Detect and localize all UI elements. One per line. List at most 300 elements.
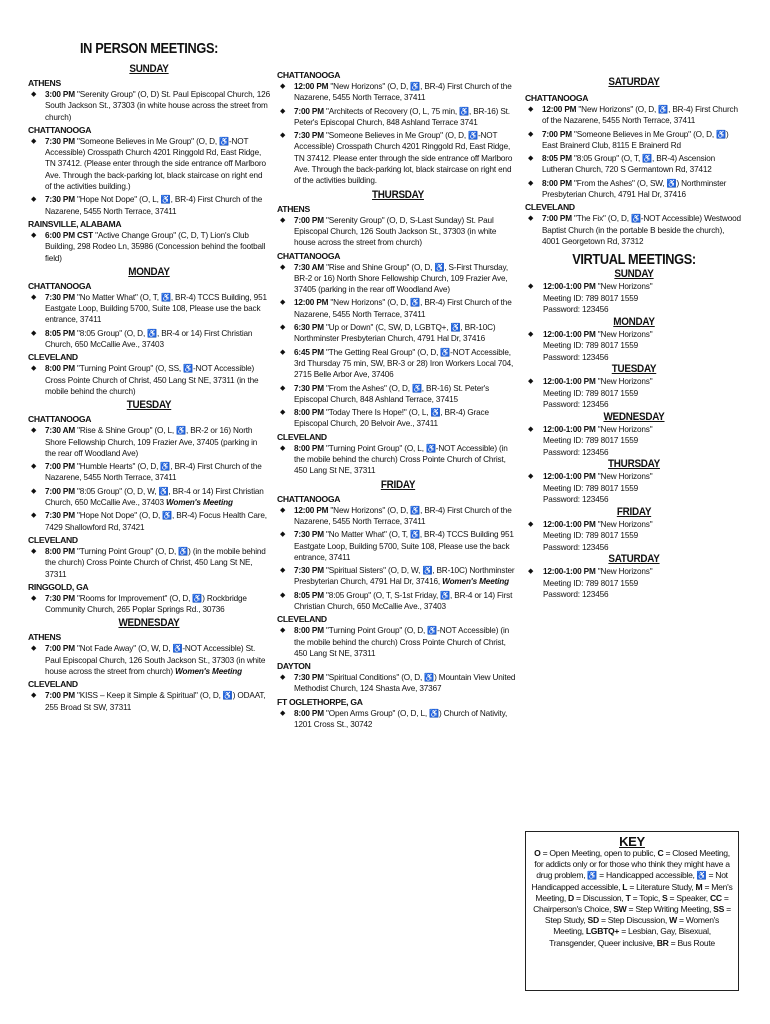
meeting-list bbox=[277, 708, 519, 731]
meeting-text: , BR-4 or 14) First Christian Church, 650 McCallie Ave., 37403 bbox=[45, 328, 253, 350]
meeting-text: "Hope Not Dope" (O, D, bbox=[74, 511, 163, 521]
meeting-time: 7:00 PM bbox=[45, 486, 75, 496]
meeting-text: -NOT Accessible) Crosspath Church 4201 Ringgold Rd, East Ridge, TN 37412. Please enter through the side entrance off Marlboro Ave. Through the back-parking lot, black staircase on right end of the activities building. bbox=[294, 131, 513, 186]
meeting-item bbox=[277, 708, 519, 731]
meeting-text: "New Horizons" (O, D, bbox=[328, 298, 411, 308]
meeting-text: = Lesbian, Gay, Bisexual, Transgender, Queer inclusive, bbox=[549, 926, 711, 948]
meeting-time: 8:05 PM bbox=[45, 328, 75, 338]
meeting-text: , BR-4) TCCS Building, 951 Eastgate Loop, Building 5700, Suite 108, Please use the back entrance, 37411 bbox=[45, 292, 267, 325]
day-heading-virtual: WEDNESDAY bbox=[603, 410, 665, 423]
meeting-item bbox=[277, 130, 519, 186]
meeting-time: 12:00-1:00 PM bbox=[543, 519, 596, 529]
meeting-text: Password: 123456 bbox=[543, 542, 609, 552]
city-heading: DAYTON bbox=[277, 661, 311, 672]
day-heading-monday: MONDAY bbox=[128, 265, 170, 278]
column-middle bbox=[277, 0, 519, 732]
meeting-text: "New Horizons" (O, D, bbox=[328, 505, 411, 515]
meeting-time: 12:00-1:00 PM bbox=[543, 424, 596, 434]
meeting-text: Meeting ID: 789 8017 1559 bbox=[543, 578, 639, 588]
meeting-time: 12:00-1:00 PM bbox=[543, 377, 596, 387]
meeting-item bbox=[277, 672, 519, 695]
meeting-text: , BR-2 or 16) North Shore Fellowship Church, 109 Frazier Ave, 37405 (parking in the rear off Woodland Ave) bbox=[45, 426, 258, 458]
meeting-text: , BR-10C) Northminster Presbyterian Church, 4791 Hal Dr, 37416 bbox=[294, 323, 496, 344]
virtual-meeting-item bbox=[525, 281, 743, 316]
meeting-text: "Open Arms Group" (O, D, L, bbox=[323, 708, 430, 718]
meeting-text: "Rise & Shine Group" (O, L, bbox=[75, 426, 177, 436]
meeting-list bbox=[28, 363, 270, 397]
meeting-list bbox=[28, 546, 270, 580]
meeting-item bbox=[277, 322, 519, 345]
meeting-text: = Not Handicapped accessible, bbox=[531, 870, 728, 892]
meeting-text: , BR-4) First Church of the Nazarene, 5455 North Terrace, 37411 bbox=[294, 82, 512, 103]
meeting-list bbox=[28, 136, 270, 217]
meeting-text: "Someone Believes in Me Group" (O, D, bbox=[571, 129, 717, 139]
wheelchair-icon: ♿ bbox=[440, 347, 451, 357]
meeting-text: Password: 123456 bbox=[543, 352, 609, 362]
meeting-time: 7:00 PM bbox=[45, 644, 75, 654]
wheelchair-icon: ♿ bbox=[450, 323, 461, 333]
wheelchair-icon: ♿ bbox=[410, 505, 421, 515]
day-heading-sunday: SUNDAY bbox=[129, 63, 169, 75]
meeting-time: 8:00 PM bbox=[294, 626, 324, 636]
day-heading-virtual: SUNDAY bbox=[614, 268, 654, 281]
meeting-list bbox=[277, 262, 519, 430]
meeting-text: "Rise and Shine Group" (O, D, bbox=[324, 262, 435, 272]
meeting-list bbox=[277, 443, 519, 477]
meeting-time: 8:05 PM bbox=[294, 590, 324, 600]
meeting-time: 7:00 PM bbox=[294, 106, 324, 116]
meeting-text: "From the Ashes" (O, SW, bbox=[571, 178, 667, 188]
meeting-item bbox=[277, 81, 519, 104]
meeting-text: , BR-4) First Church of the Nazarene, 5455 North Terrace, 37411 bbox=[294, 298, 512, 319]
meeting-text: ) Northminster Presbyterian Church, 4791 Hal Dr, 37416 bbox=[542, 178, 727, 200]
virtual-meeting-item bbox=[525, 566, 743, 601]
meeting-text: CC bbox=[709, 892, 722, 903]
meeting-text: ) ODAAT, 255 Broad St SW, 37311 bbox=[45, 691, 266, 712]
wheelchair-icon: ♿ bbox=[161, 292, 171, 302]
city-heading: CHATTANOOGA bbox=[277, 70, 341, 80]
meeting-text: "8:05 Group" (O, T, S-1st Friday, bbox=[323, 590, 441, 600]
meeting-text: = Handicapped accessible, bbox=[597, 870, 697, 881]
meeting-item bbox=[28, 292, 270, 326]
meeting-text: S bbox=[662, 892, 668, 903]
city-heading: CLEVELAND bbox=[277, 614, 327, 625]
virtual-tuesday bbox=[525, 363, 743, 411]
wheelchair-icon: ♿ bbox=[440, 590, 451, 600]
meeting-text: "Turning Point Group" (O, SS, bbox=[74, 364, 184, 374]
meeting-time: 8:00 PM bbox=[45, 364, 75, 374]
meeting-time: 7:30 PM bbox=[45, 292, 75, 302]
meeting-text: "Serenity Group" (O, D, S-Last Sunday) St. Paul Episcopal Church, 126 South Jackson St., 37303 (in white house across the street from church) bbox=[294, 215, 497, 248]
meeting-item bbox=[525, 213, 743, 247]
meeting-text: , BR-10C) Northminster Presbyterian Church, 4791 Hal Dr, 37416, bbox=[294, 566, 515, 587]
meeting-text: = Step Study, bbox=[544, 904, 731, 926]
meeting-text: D bbox=[568, 892, 574, 903]
meeting-text: -NOT Accessible) (in the mobile behind the church) Cross Pointe Church of Christ, 450 Lang St NE, 37311 bbox=[294, 443, 508, 476]
meeting-text: "Serenity Group" (O, D) St. Paul Episcopal Church, 126 South Jackson St., 37303 (in white house across the street from church) bbox=[45, 90, 270, 122]
meeting-text: = Literature Study, bbox=[627, 881, 696, 892]
meeting-item bbox=[525, 129, 743, 152]
meeting-text: M bbox=[695, 881, 703, 892]
meeting-time: 7:00 PM bbox=[45, 462, 75, 472]
meeting-text: "The Fix" (O, D, bbox=[571, 214, 631, 224]
virtual-monday bbox=[525, 316, 743, 364]
meeting-time: 7:00 PM bbox=[294, 215, 324, 225]
meeting-list bbox=[525, 213, 743, 247]
meeting-text: Password: 123456 bbox=[543, 495, 609, 505]
meeting-item bbox=[28, 425, 270, 459]
wheelchair-icon: ♿ bbox=[411, 383, 422, 393]
meeting-time: 7:30 AM bbox=[45, 426, 76, 436]
wheelchair-icon: ♿ bbox=[183, 364, 193, 374]
meeting-text: "Someone Believes in Me Group" (O, D, bbox=[323, 131, 469, 141]
day-heading-tuesday: TUESDAY bbox=[126, 399, 172, 412]
meeting-time: 12:00-1:00 PM bbox=[543, 282, 596, 292]
wheelchair-icon: ♿ bbox=[429, 708, 439, 718]
wheelchair-icon: ♿ bbox=[468, 131, 478, 141]
meeting-item bbox=[28, 510, 270, 533]
wheelchair-icon: ♿ bbox=[147, 328, 158, 338]
wheelchair-icon: ♿ bbox=[410, 298, 421, 308]
meeting-text: = Speaker, bbox=[667, 892, 710, 903]
meeting-text: Meeting ID: 789 8017 1559 bbox=[543, 341, 639, 351]
meeting-text: "New Horizons" (O, D, bbox=[576, 105, 659, 114]
meeting-list bbox=[28, 425, 270, 533]
meeting-text: = Step Discussion, bbox=[598, 915, 667, 926]
meeting-item bbox=[28, 230, 270, 264]
meeting-item bbox=[28, 328, 270, 351]
meeting-text: "Rooms for Improvement" (O, D, bbox=[74, 593, 193, 603]
wheelchair-icon: ♿ bbox=[410, 530, 420, 540]
meeting-text: Password: 123456 bbox=[543, 400, 609, 410]
meeting-text: T bbox=[625, 892, 631, 903]
wheelchair-icon: ♿ bbox=[410, 82, 421, 91]
meeting-text: = Men's Meeting, bbox=[535, 881, 733, 903]
key-title: KEY bbox=[619, 834, 645, 849]
meeting-text: "Turning Point Group" (O, L, bbox=[323, 443, 426, 453]
day-heading-virtual: TUESDAY bbox=[611, 363, 657, 376]
meeting-time: 12:00-1:00 PM bbox=[543, 329, 596, 339]
meeting-text: , BR-4) First Church of the Nazarene, 5455 North Terrace, 37411 bbox=[45, 195, 263, 216]
city-heading: CHATTANOOGA bbox=[28, 280, 92, 291]
meeting-text: "Humble Hearts" (O, D, bbox=[74, 462, 161, 472]
meeting-text: "New Horizons" bbox=[595, 567, 653, 577]
virtual-friday bbox=[525, 506, 743, 554]
meeting-time: 12:00-1:00 PM bbox=[543, 567, 596, 577]
wheelchair-icon: ♿ bbox=[422, 566, 433, 576]
legend-key-box bbox=[525, 831, 739, 991]
city-heading: CLEVELAND bbox=[277, 431, 327, 442]
meeting-text: , BR-4) Ascension Lutheran Church, 720 S Germantown Rd, 37412 bbox=[542, 154, 716, 175]
meeting-item bbox=[277, 625, 519, 659]
meeting-time: 7:30 PM bbox=[45, 593, 75, 603]
page-title: IN PERSON MEETINGS: bbox=[79, 40, 219, 57]
meeting-list bbox=[28, 690, 270, 713]
day-heading-virtual: FRIDAY bbox=[616, 505, 652, 518]
meeting-time: 7:30 PM bbox=[45, 195, 75, 205]
meeting-text: Meeting ID: 789 8017 1559 bbox=[543, 293, 639, 303]
meeting-item bbox=[525, 178, 743, 201]
day-heading-virtual: MONDAY bbox=[613, 315, 655, 328]
city-heading: CLEVELAND bbox=[525, 202, 575, 213]
wheelchair-icon: ♿ bbox=[459, 106, 469, 116]
virtual-title: VIRTUAL MEETINGS: bbox=[572, 251, 696, 269]
meeting-text: "8:05 Group" (O, D, bbox=[74, 328, 148, 338]
day-heading-thursday: THURSDAY bbox=[372, 188, 424, 201]
meeting-item bbox=[277, 106, 519, 129]
meeting-item bbox=[28, 690, 270, 713]
meeting-item bbox=[277, 590, 519, 613]
meeting-text: -NOT Accessible) Westwood Baptist Church (in the portable B beside the church), 4001 Georgetown Rd, 37312 bbox=[542, 214, 741, 246]
meeting-text: "Turning Point Group" (O, D, bbox=[323, 626, 428, 636]
meeting-text: ) Church of Nativity, 1201 Cross St., 30742 bbox=[294, 708, 508, 730]
meeting-text: "From the Ashes" (O, D, bbox=[323, 383, 412, 393]
city-heading: CLEVELAND bbox=[28, 679, 78, 690]
virtual-meeting-item bbox=[525, 519, 743, 554]
meeting-text: "New Horizons" bbox=[595, 329, 653, 339]
meeting-list bbox=[28, 230, 270, 264]
meeting-time: 8:00 PM bbox=[294, 708, 324, 718]
meeting-text: Meeting ID: 789 8017 1559 bbox=[543, 436, 639, 446]
meeting-item bbox=[28, 89, 270, 123]
meeting-text: LGBTQ+ bbox=[585, 926, 620, 937]
wheelchair-icon: ♿ bbox=[666, 178, 677, 188]
meeting-text: ) Rockbridge Community Church, 265 Poplar Springs Rd., 30736 bbox=[45, 593, 247, 615]
meeting-text: "8:05 Group" (O, T, bbox=[571, 154, 643, 164]
virtual-thursday bbox=[525, 458, 743, 506]
city-heading: RAINSVILLE, ALABAMA bbox=[28, 218, 122, 229]
meeting-text: , BR-4) TCCS Building 951 Eastgate Loop, Building 5700, Suite 108, Please use the back entrance, 37411 bbox=[294, 530, 514, 562]
meeting-list bbox=[277, 672, 519, 695]
meeting-text: , BR-4) First Church of the Nazarene, 5455 North Terrace, 37411 bbox=[45, 462, 262, 483]
column-right bbox=[525, 0, 743, 601]
meeting-text: "8:05 Group" (O, D, W, bbox=[74, 486, 159, 496]
meeting-text: , BR-16) St. Peter's Episcopal Church, 848 Ashland Terrace 3741 bbox=[294, 106, 510, 127]
wheelchair-icon: ♿ bbox=[158, 486, 169, 496]
meeting-text: "Not Fade Away" (O, W, D, bbox=[74, 644, 173, 654]
wheelchair-icon: ♿ bbox=[642, 154, 653, 164]
meeting-time: 8:05 PM bbox=[542, 154, 572, 164]
meeting-time: 12:00 PM bbox=[542, 105, 577, 114]
meeting-text: -NOT Accessible) St. Paul Episcopal Church, 126 South Jackson St., 37303 (in white house across the street from church) bbox=[45, 644, 266, 676]
wheelchair-icon: ♿ bbox=[658, 105, 669, 114]
meeting-text: "New Horizons" bbox=[595, 519, 653, 529]
city-heading: ATHENS bbox=[28, 78, 61, 88]
meeting-text: ) (in the mobile behind the church) Cross Pointe Church of Christ, 450 Lang St NE, 37311 bbox=[45, 546, 266, 579]
meeting-text: = Discussion, bbox=[573, 892, 624, 903]
meeting-list bbox=[28, 292, 270, 350]
wheelchair-icon: ♿ bbox=[587, 871, 598, 881]
wheelchair-icon: ♿ bbox=[219, 136, 229, 146]
meeting-time: 12:00-1:00 PM bbox=[543, 472, 596, 482]
meeting-text: , BR-4 or 14) First Christian Church, 650 McCallie Ave., 37403 bbox=[294, 590, 513, 611]
wheelchair-icon: ♿ bbox=[430, 408, 441, 418]
day-heading-wednesday: WEDNESDAY bbox=[118, 617, 180, 630]
meeting-text: "Spiritual Sisters" (O, D, W, bbox=[323, 566, 423, 576]
virtual-sunday bbox=[525, 268, 743, 316]
meeting-text: "Someone Believes in Me Group" (O, D, bbox=[74, 136, 220, 146]
meeting-text: , BR-4) First Church of the Nazarene, 5455 North Terrace, 37411 bbox=[542, 105, 738, 126]
meeting-text: , BR-4) First Church of the Nazarene, 5455 North Terrace, 37411 bbox=[294, 505, 512, 526]
city-heading: CHATTANOOGA bbox=[277, 493, 341, 504]
wheelchair-icon: ♿ bbox=[172, 644, 183, 654]
day-heading-saturday: SATURDAY bbox=[608, 76, 660, 88]
meeting-time: 7:00 PM bbox=[542, 129, 572, 139]
meeting-text: Meeting ID: 789 8017 1559 bbox=[543, 483, 639, 493]
meeting-text: = Chairperson's Choice, bbox=[533, 892, 729, 915]
meeting-text: = Topic, bbox=[630, 892, 663, 903]
meeting-text: , S-First Thursday, BR-2 or 16) North Shore Fellowship Church, 109 Frazier Ave, 37405 (parking in the rear off Woodland Ave) bbox=[294, 262, 508, 295]
meeting-text: Password: 123456 bbox=[543, 447, 609, 457]
city-heading: CHATTANOOGA bbox=[28, 414, 92, 425]
meeting-time: 8:00 PM bbox=[294, 408, 324, 418]
meeting-text: -NOT Accessible) Crosspath Church 4201 Ringgold Rd, East Ridge, TN 37412. (Please enter through the side entrance off Marlboro Ave. Through the back-parking lot, black staircase on right end of the activities building.) bbox=[45, 136, 266, 192]
meeting-item bbox=[28, 461, 270, 484]
meeting-time: 7:30 PM bbox=[45, 511, 75, 521]
day-heading-virtual: SATURDAY bbox=[608, 553, 660, 566]
wheelchair-icon: ♿ bbox=[424, 673, 435, 683]
meeting-text: O bbox=[534, 848, 541, 858]
meeting-time: 12:00 PM bbox=[294, 82, 329, 91]
key-text bbox=[530, 848, 734, 949]
meeting-time: 6:00 PM CST bbox=[45, 230, 93, 240]
meeting-time: 7:30 PM bbox=[294, 673, 324, 683]
day-heading-friday: FRIDAY bbox=[380, 478, 416, 491]
wheelchair-icon: ♿ bbox=[176, 426, 186, 436]
meeting-text: "New Horizons" bbox=[595, 472, 653, 482]
meeting-time: 6:30 PM bbox=[294, 323, 324, 333]
meeting-time: 8:00 PM bbox=[45, 546, 75, 556]
city-heading: ATHENS bbox=[28, 632, 61, 643]
meeting-text: "KISS – Keep it Simple & Spiritual" (O, D, bbox=[74, 691, 223, 701]
meeting-time: 7:30 PM bbox=[294, 566, 324, 576]
day-heading-virtual: THURSDAY bbox=[608, 458, 660, 471]
meeting-text: = Step Writing Meeting, bbox=[626, 904, 714, 915]
meeting-time: 6:45 PM bbox=[294, 347, 324, 357]
meeting-item bbox=[277, 262, 519, 296]
wheelchair-icon: ♿ bbox=[192, 593, 203, 603]
meeting-text: "No Matter What" (O, T, bbox=[74, 292, 161, 302]
meeting-text: -NOT Accessible, 3rd Thursday 75 min, SW, BR-3 or 28) Iron Workers Local 704, 2715 Belle Arbor Ave, 37406 bbox=[294, 347, 514, 380]
meeting-text: "New Horizons" bbox=[595, 424, 653, 434]
wheelchair-icon: ♿ bbox=[178, 546, 189, 556]
meeting-text: "Architects of Recovery (O, L, 75 min, bbox=[323, 106, 460, 116]
virtual-wednesday bbox=[525, 411, 743, 459]
virtual-meeting-item bbox=[525, 329, 743, 364]
meeting-text: "Active Change Group" (C, D, T) Lion's Club Building, 298 Rodeo Ln, 35986 (Concession behind the football field) bbox=[45, 230, 266, 263]
city-heading: RINGGOLD, GA bbox=[28, 581, 89, 592]
meeting-text: C bbox=[657, 848, 664, 858]
meeting-list bbox=[277, 215, 519, 249]
meeting-list bbox=[28, 593, 270, 616]
meeting-list bbox=[277, 625, 519, 659]
meeting-item bbox=[277, 529, 519, 563]
wheelchair-icon: ♿ bbox=[696, 871, 707, 881]
meeting-item bbox=[277, 407, 519, 430]
meeting-time: 7:30 PM bbox=[45, 136, 75, 146]
city-heading: CLEVELAND bbox=[28, 352, 78, 363]
meeting-item bbox=[28, 593, 270, 616]
meeting-time: 8:00 PM bbox=[294, 443, 324, 453]
city-heading: CHATTANOOGA bbox=[277, 250, 341, 261]
meeting-text: , BR-4) Focus Health Care, 7429 Shallowford Rd, 37421 bbox=[45, 511, 267, 532]
meeting-text: = Women's Meeting, bbox=[553, 915, 720, 937]
meeting-time: 7:00 PM bbox=[542, 214, 572, 224]
meeting-text: = Bus Route bbox=[668, 937, 715, 948]
meeting-text: "Up or Down" (C, SW, D, LGBTQ+, bbox=[323, 323, 451, 333]
meeting-text: "Hope Not Dope" (O, L, bbox=[74, 195, 161, 205]
meeting-item bbox=[277, 505, 519, 528]
wheelchair-icon: ♿ bbox=[222, 691, 233, 701]
meeting-item bbox=[277, 565, 519, 588]
meeting-time: 7:00 PM bbox=[45, 691, 75, 701]
meeting-text: = Open Meeting, open to public, bbox=[540, 848, 658, 858]
meeting-item bbox=[28, 546, 270, 580]
meeting-item bbox=[28, 486, 270, 509]
meeting-text: "The Getting Real Group" (O, D, bbox=[323, 347, 441, 357]
meeting-text: "New Horizons" bbox=[595, 282, 653, 292]
meeting-list bbox=[525, 104, 743, 200]
meeting-item bbox=[277, 215, 519, 249]
meeting-text: BR bbox=[656, 937, 669, 948]
meeting-text: "New Horizons" (O, D, bbox=[328, 82, 411, 91]
meeting-text: "Turning Point Group" (O, D, bbox=[74, 546, 179, 556]
meeting-list bbox=[28, 89, 270, 123]
meeting-item bbox=[277, 297, 519, 320]
city-heading: FT OGLETHORPE, GA bbox=[277, 696, 363, 707]
meeting-text: ) East Brainerd Club, 8115 E Brainerd Rd bbox=[542, 129, 729, 150]
city-heading: CHATTANOOGA bbox=[525, 93, 589, 103]
meeting-item bbox=[277, 443, 519, 477]
meeting-text: Meeting ID: 789 8017 1559 bbox=[543, 388, 639, 398]
meeting-item bbox=[525, 153, 743, 176]
meeting-text: "No Matter What" (O, T, bbox=[323, 530, 410, 540]
wheelchair-icon: ♿ bbox=[425, 443, 436, 453]
meeting-text: SW bbox=[613, 904, 627, 915]
womens-meeting-label: Women's Meeting bbox=[165, 498, 233, 508]
meeting-item bbox=[28, 136, 270, 192]
womens-meeting-label: Women's Meeting bbox=[442, 577, 510, 587]
meeting-time: 12:00 PM bbox=[294, 298, 329, 308]
meeting-text: , BR-4 or 14) First Christian Church, 650 McCallie Ave., 37403 bbox=[45, 486, 264, 508]
city-heading: CHATTANOOGA bbox=[28, 124, 92, 135]
wheelchair-icon: ♿ bbox=[434, 262, 445, 272]
meeting-item bbox=[28, 194, 270, 217]
virtual-meeting-item bbox=[525, 376, 743, 411]
meeting-text: "New Horizons" bbox=[595, 377, 653, 387]
meeting-time: 12:00 PM bbox=[294, 505, 329, 515]
meeting-text: Password: 123456 bbox=[543, 305, 609, 315]
meeting-time: 7:30 AM bbox=[294, 262, 325, 272]
meeting-text: , BR-16) St. Peter's Episcopal Church, 848 Ashland Terrace, 37415 bbox=[294, 383, 490, 404]
meeting-time: 3:00 PM bbox=[45, 90, 75, 99]
wheelchair-icon: ♿ bbox=[162, 511, 173, 521]
meeting-text: = Closed Meeting, for addicts only or for those who think they might have a drug problem, bbox=[534, 848, 730, 881]
meeting-time: 7:30 PM bbox=[294, 530, 324, 540]
meeting-list bbox=[277, 81, 519, 187]
meeting-text: Password: 123456 bbox=[543, 590, 609, 600]
meeting-text: SS bbox=[713, 904, 725, 915]
meeting-text: "Spiritual Conditions" (O, D, bbox=[323, 673, 425, 683]
virtual-saturday bbox=[525, 553, 743, 601]
meeting-time: 8:00 PM bbox=[542, 178, 572, 188]
wheelchair-icon: ♿ bbox=[716, 129, 726, 139]
meeting-item bbox=[277, 383, 519, 406]
meeting-text: ) Mountain View United Methodist Church, 124 Shasta Ave, 37367 bbox=[294, 673, 516, 694]
city-heading: CLEVELAND bbox=[28, 534, 78, 545]
meeting-text: , BR-4) Grace Episcopal Church, 20 Belvoir Ave., 37411 bbox=[294, 408, 489, 429]
virtual-meeting-item bbox=[525, 424, 743, 459]
